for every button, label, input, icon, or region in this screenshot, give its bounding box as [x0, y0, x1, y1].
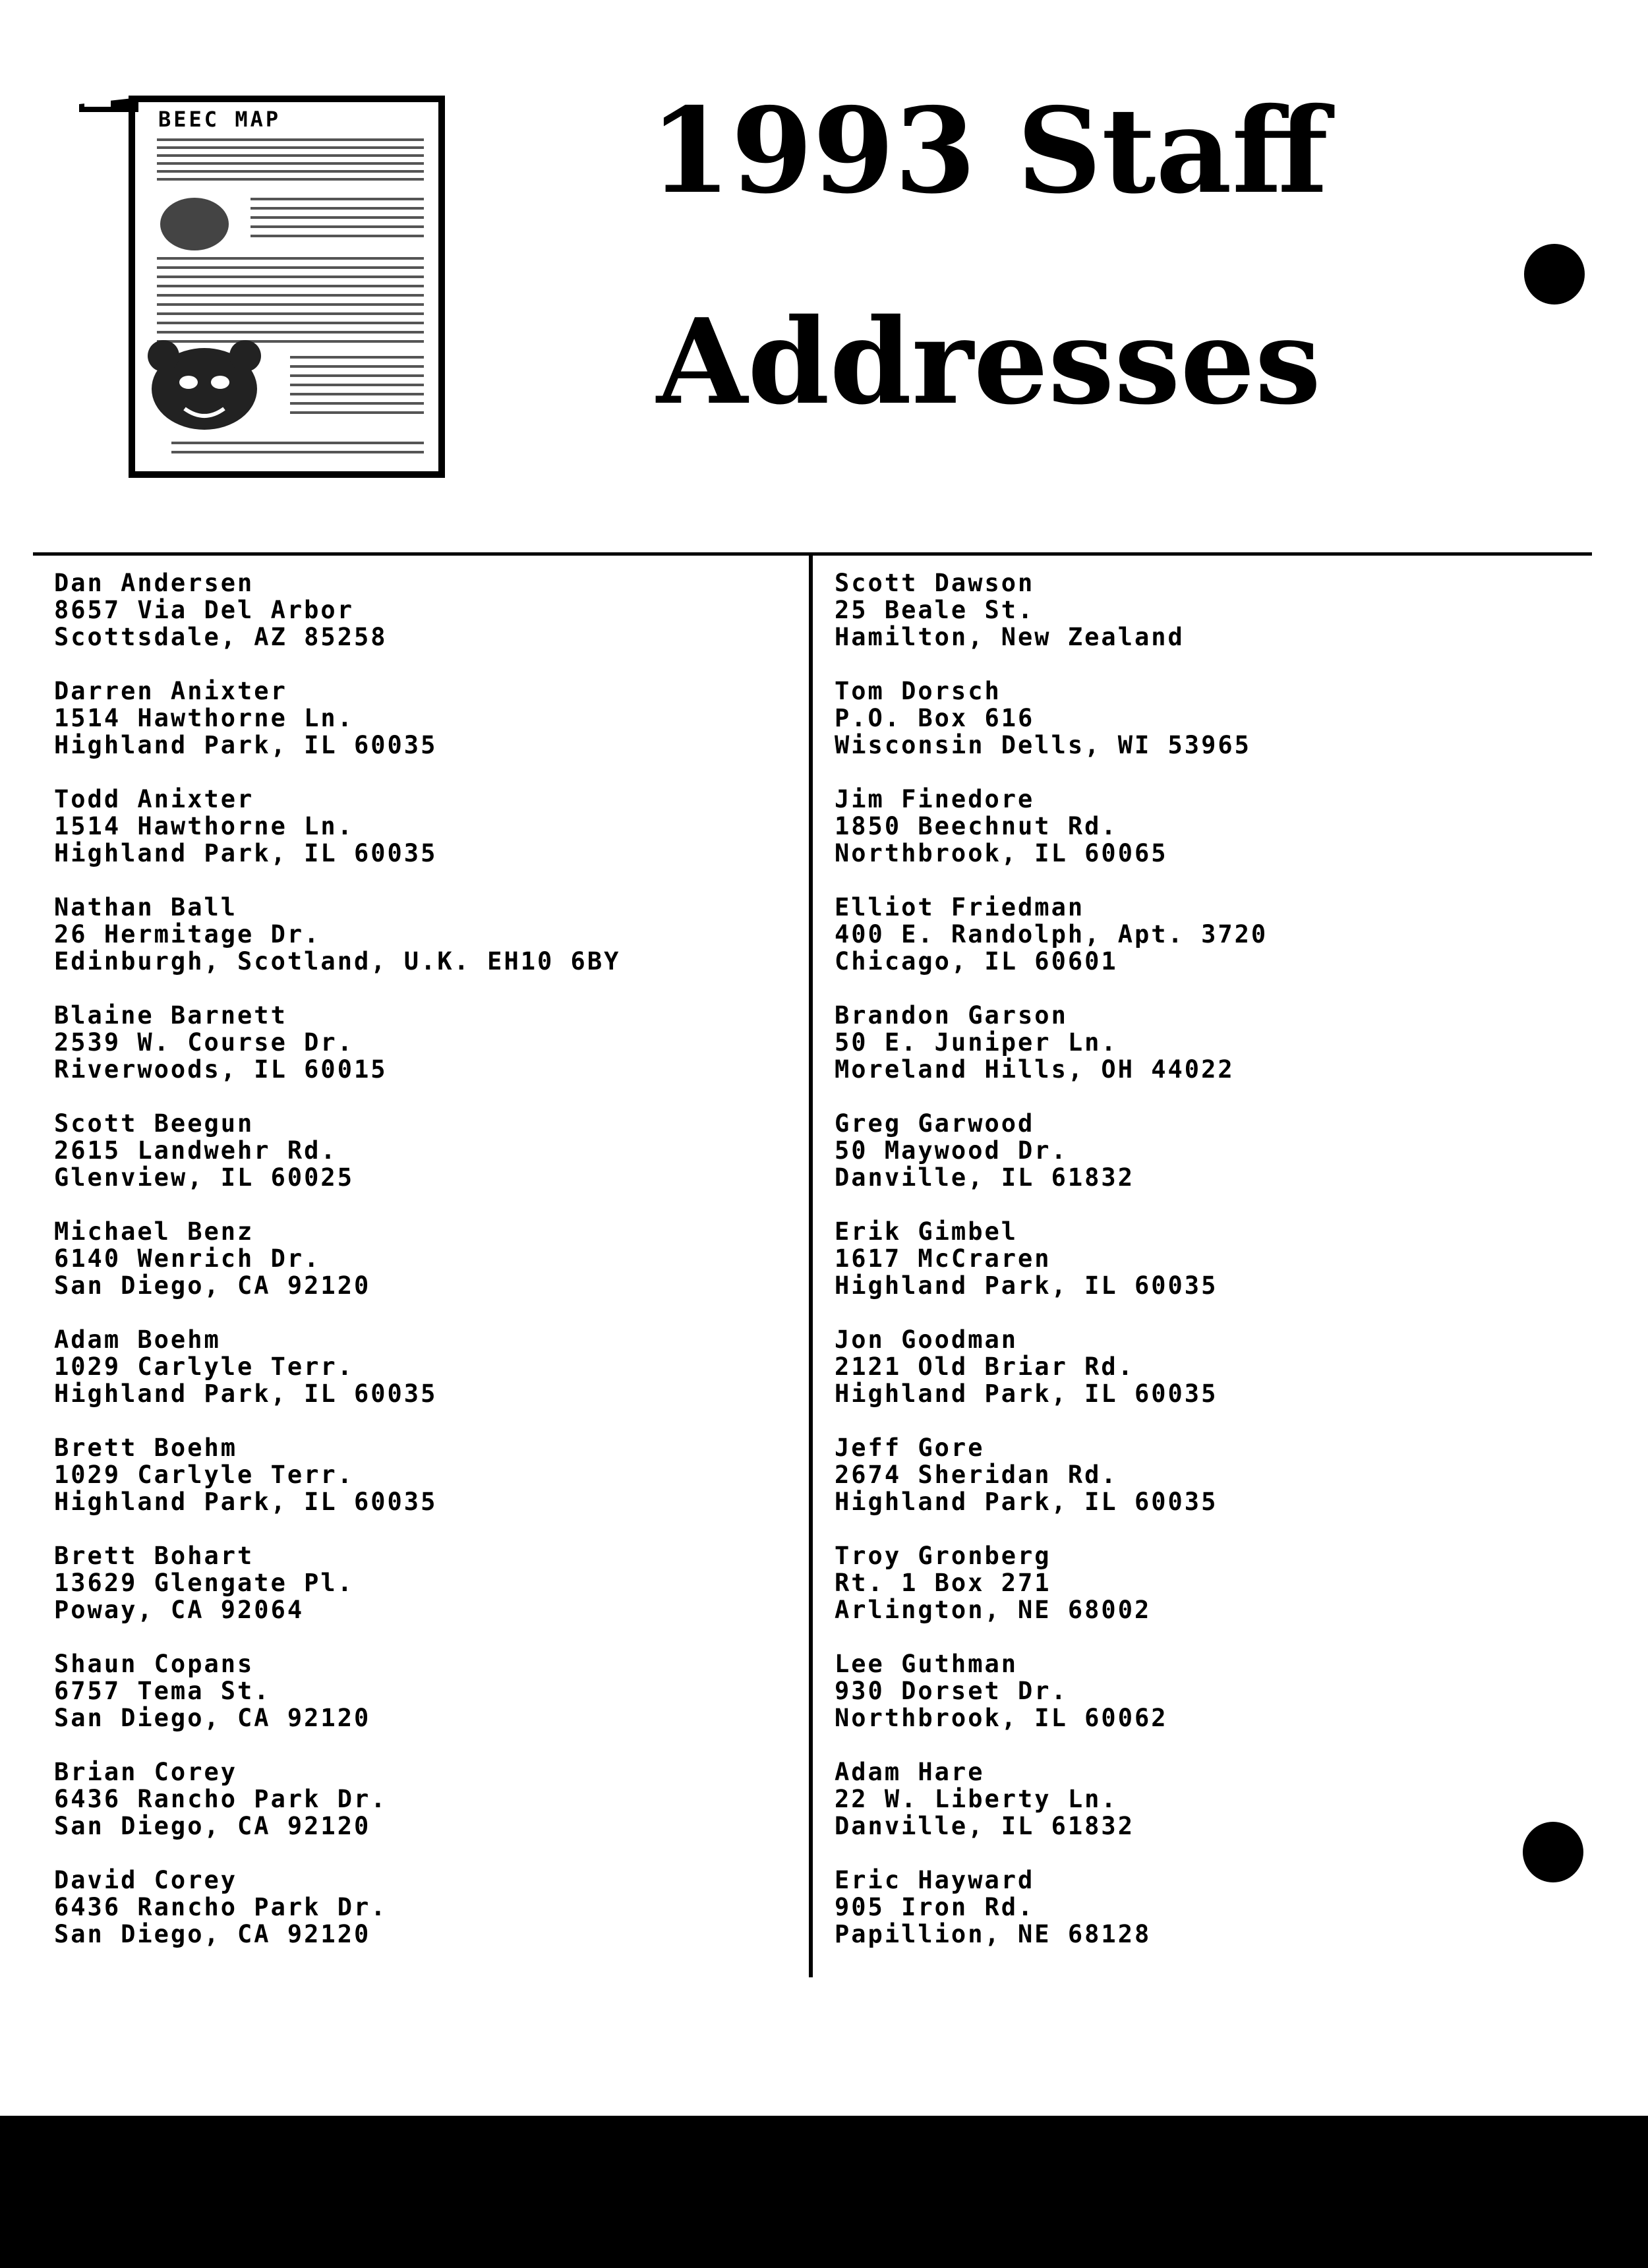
city-state-zip: Highland Park, IL 60035	[835, 1380, 1218, 1408]
city-state-zip: Arlington, NE 68002	[835, 1596, 1152, 1624]
city-state-zip: Papillion, NE 68128	[835, 1920, 1152, 1948]
city-state-zip: Highland Park, IL 60035	[54, 731, 438, 759]
staff-name: Michael Benz	[54, 1217, 254, 1246]
city-state-zip: Wisconsin Dells, WI 53965	[835, 731, 1251, 759]
staff-name: Scott Dawson	[835, 569, 1035, 597]
address-entry	[835, 894, 1586, 1002]
street-address: 13629 Glengate Pl.	[54, 1569, 354, 1597]
street-address: 2674 Sheridan Rd.	[835, 1461, 1118, 1489]
right-address-column	[835, 569, 1586, 1975]
address-entry	[54, 1326, 806, 1434]
masthead-text: BEEC MAP	[158, 107, 281, 132]
left-address-column	[54, 569, 806, 1975]
newsletter-page-icon	[73, 86, 455, 481]
city-state-zip: Scottsdale, AZ 85258	[54, 623, 388, 651]
city-state-zip: Chicago, IL 60601	[835, 947, 1118, 975]
address-entry	[54, 569, 806, 678]
address-entry	[54, 1867, 806, 1975]
city-state-zip: Edinburgh, Scotland, U.K. EH10 6BY	[54, 947, 621, 975]
street-address: 930 Dorset Dr.	[835, 1677, 1068, 1705]
city-state-zip: Hamilton, New Zealand	[835, 623, 1185, 651]
city-state-zip: Danville, IL 61832	[835, 1812, 1134, 1840]
title-line-1: 1993 Staff	[649, 82, 1328, 219]
staff-name: Dan Andersen	[54, 569, 254, 597]
staff-name: Erik Gimbel	[835, 1217, 1018, 1246]
address-entry	[835, 1218, 1586, 1326]
address-entry	[54, 1002, 806, 1110]
staff-name: Troy Gronberg	[835, 1542, 1051, 1570]
street-address: 26 Hermitage Dr.	[54, 920, 321, 948]
street-address: 1029 Carlyle Terr.	[54, 1352, 354, 1381]
street-address: 1029 Carlyle Terr.	[54, 1461, 354, 1489]
punch-hole	[1524, 244, 1585, 305]
city-state-zip: San Diego, CA 92120	[54, 1920, 371, 1948]
address-entry	[54, 1759, 806, 1867]
address-entry	[835, 1002, 1586, 1110]
address-entry	[835, 1650, 1586, 1759]
staff-name: Brett Bohart	[54, 1542, 254, 1570]
address-entry	[54, 1434, 806, 1542]
address-entry	[54, 894, 806, 1002]
street-address: 22 W. Liberty Ln.	[835, 1785, 1118, 1813]
city-state-zip: Highland Park, IL 60035	[54, 1488, 438, 1516]
address-entry	[835, 678, 1586, 786]
city-state-zip: Highland Park, IL 60035	[54, 839, 438, 867]
staff-name: Greg Garwood	[835, 1109, 1035, 1138]
staff-name: Scott Beegun	[54, 1109, 254, 1138]
city-state-zip: Poway, CA 92064	[54, 1596, 305, 1624]
city-state-zip: Highland Park, IL 60035	[54, 1380, 438, 1408]
staff-name: Elliot Friedman	[835, 893, 1085, 921]
street-address: 50 Maywood Dr.	[835, 1136, 1068, 1165]
street-address: 8657 Via Del Arbor	[54, 596, 354, 624]
city-state-zip: Northbrook, IL 60065	[835, 839, 1168, 867]
title-line-2: Addresses	[657, 293, 1321, 430]
city-state-zip: Northbrook, IL 60062	[835, 1704, 1168, 1732]
staff-name: Nathan Ball	[54, 893, 238, 921]
staff-name: Lee Guthman	[835, 1650, 1018, 1678]
staff-name: Shaun Copans	[54, 1650, 254, 1678]
staff-name: David Corey	[54, 1866, 238, 1894]
staff-name: Todd Anixter	[54, 785, 254, 813]
staff-name: Tom Dorsch	[835, 677, 1001, 705]
city-state-zip: San Diego, CA 92120	[54, 1812, 371, 1840]
city-state-zip: Moreland Hills, OH 44022	[835, 1055, 1235, 1084]
address-entry	[835, 1434, 1586, 1542]
street-address: 50 E. Juniper Ln.	[835, 1028, 1118, 1057]
city-state-zip: Highland Park, IL 60035	[835, 1488, 1218, 1516]
address-entry	[835, 1867, 1586, 1975]
column-divider	[809, 554, 813, 1977]
city-state-zip: Riverwoods, IL 60015	[54, 1055, 388, 1084]
street-address: 25 Beale St.	[835, 596, 1035, 624]
staff-name: Darren Anixter	[54, 677, 287, 705]
address-entry	[54, 1650, 806, 1759]
street-address: 1514 Hawthorne Ln.	[54, 812, 354, 840]
street-address: 6140 Wenrich Dr.	[54, 1244, 321, 1273]
staff-name: Adam Hare	[835, 1758, 985, 1786]
staff-name: Jon Goodman	[835, 1325, 1018, 1354]
staff-name: Adam Boehm	[54, 1325, 221, 1354]
staff-name: Brian Corey	[54, 1758, 238, 1786]
street-address: 1850 Beechnut Rd.	[835, 812, 1118, 840]
address-entry	[54, 1542, 806, 1650]
street-address: 6436 Rancho Park Dr.	[54, 1785, 388, 1813]
address-entry	[54, 786, 806, 894]
staff-name: Blaine Barnett	[54, 1001, 287, 1030]
address-entry	[54, 678, 806, 786]
address-entry	[835, 1759, 1586, 1867]
address-entry	[54, 1110, 806, 1218]
staff-name: Jim Finedore	[835, 785, 1035, 813]
address-entry	[835, 1542, 1586, 1650]
street-address: 2121 Old Briar Rd.	[835, 1352, 1134, 1381]
address-entry	[835, 1326, 1586, 1434]
city-state-zip: Danville, IL 61832	[835, 1163, 1134, 1192]
address-entry	[835, 786, 1586, 894]
street-address: P.O. Box 616	[835, 704, 1035, 732]
city-state-zip: Glenview, IL 60025	[54, 1163, 354, 1192]
staff-name: Eric Hayward	[835, 1866, 1035, 1894]
staff-name: Brandon Garson	[835, 1001, 1068, 1030]
address-entry	[835, 1110, 1586, 1218]
street-address: 400 E. Randolph, Apt. 3720	[835, 920, 1268, 948]
city-state-zip: San Diego, CA 92120	[54, 1704, 371, 1732]
city-state-zip: Highland Park, IL 60035	[835, 1271, 1218, 1300]
address-entry	[54, 1218, 806, 1326]
street-address: 1617 McCraren	[835, 1244, 1051, 1273]
address-entry	[835, 569, 1586, 678]
street-address: 6757 Tema St.	[54, 1677, 271, 1705]
staff-name: Jeff Gore	[835, 1434, 985, 1462]
city-state-zip: San Diego, CA 92120	[54, 1271, 371, 1300]
street-address: 905 Iron Rd.	[835, 1893, 1035, 1921]
staff-name: Brett Boehm	[54, 1434, 238, 1462]
street-address: 1514 Hawthorne Ln.	[54, 704, 354, 732]
scan-border	[0, 2116, 1648, 2268]
street-address: 6436 Rancho Park Dr.	[54, 1893, 388, 1921]
street-address: 2539 W. Course Dr.	[54, 1028, 354, 1057]
street-address: 2615 Landwehr Rd.	[54, 1136, 338, 1165]
street-address: Rt. 1 Box 271	[835, 1569, 1051, 1597]
